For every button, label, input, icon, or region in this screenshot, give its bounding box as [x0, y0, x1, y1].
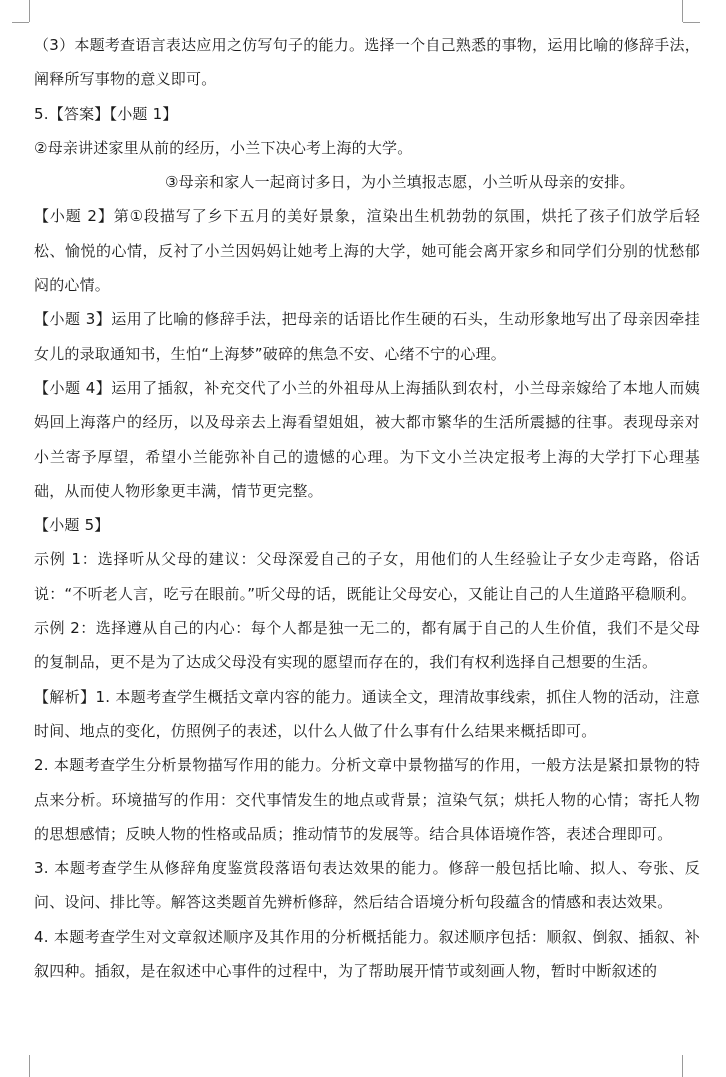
analysis-1: 【解析】1. 本题考查学生概括文章内容的能力。通读全文，理清故事线索，抓住人物的活动，注意时间、地点的变化，仿照例子的表述，以什么人做了什么事有什么结果来概括即可。	[34, 687, 700, 740]
analysis-2: 2. 本题考查学生分析景物描写作用的能力。分析文章中景物描写的作用，一般方法是紧扣景物的特点来分析。环境描写的作用：交代事情发生的地点或背景；渲染气氛；烘托人物的心情；寄托人物的思想感情；反映人物的性格或品质；推动情节的发展等。结合具体语境作答，表述合理即可。	[34, 756, 700, 843]
example-2: 示例 2：选择遵从自己的内心：每个人都是独一无二的，都有属于自己的人生价值，我们不是父母的复制品，更不是为了达成父母没有实现的愿望而存在的，我们有权利选择自己想要的生活。	[34, 619, 700, 672]
answer-subquestion-2: 【小题 2】第①段描写了乡下五月的美好景象，渲染出生机勃勃的氛围，烘托了孩子们放学后轻松、愉悦的心情，反衬了小兰因妈妈让她考上海的大学，她可能会离开家乡和同学们分别的忧愁郁闷的心情。	[34, 207, 700, 295]
example-1: 示例 1：选择听从父母的建议：父母深爱自己的子女，用他们的人生经验让子女少走弯路，俗话说：“不听老人言，吃亏在眼前。”听父母的话，既能让父母安心，又能让自己的人生道路平稳顺利。	[34, 550, 700, 603]
answer-subquestion-5-heading: 【小题 5】	[34, 516, 110, 535]
answer-item-2: ②母亲讲述家里从前的经历，小兰下决心考上海的大学。	[34, 138, 413, 157]
analysis-4: 4. 本题考查学生对文章叙述顺序及其作用的分析概括能力。叙述顺序包括：顺叙、倒叙、插叙、补叙四种。插叙，是在叙述中心事件的过程中，为了帮助展开情节或刻画人物，暂时中断叙述的	[34, 927, 700, 981]
paragraph-q3-imitation: （3）本题考查语言表达应用之仿写句子的能力。选择一个自己熟悉的事物，运用比喻的修辞手法，阐释所写事物的意义即可。	[34, 36, 700, 89]
answer-item-3: ③母亲和家人一起商讨多日，为小兰填报志愿，小兰听从母亲的安排。	[165, 173, 635, 192]
analysis-3: 3. 本题考查学生从修辞角度鉴赏段落语句表达效果的能力。修辞一般包括比喻、拟人、夸张、反问、设问、排比等。解答这类题首先辨析修辞，然后结合语境分析句段蕴含的情感和表达效果。	[34, 859, 700, 912]
answer-heading: 5.【答案】【小题 1】	[34, 104, 178, 123]
answer-subquestion-4: 【小题 4】运用了插叙，补充交代了小兰的外祖母从上海插队到农村，小兰母亲嫁给了本地人而姨妈回上海落户的经历，以及母亲去上海看望姐姐，被大都市繁华的生活所震撼的往事。表现母亲对小兰寄予厚望，希望小兰能弥补自己的遗憾的心理。为下文小兰决定报考上海的大学打下心理基础，从而使人物形象更丰满，情节更完整。	[34, 378, 700, 500]
answer-subquestion-3: 【小题 3】运用了比喻的修辞手法，把母亲的话语比作生硬的石头，生动形象地写出了母亲因牵挂女儿的录取通知书，生怕“上海梦”破碎的焦急不安、心绪不宁的心理。	[34, 310, 700, 363]
